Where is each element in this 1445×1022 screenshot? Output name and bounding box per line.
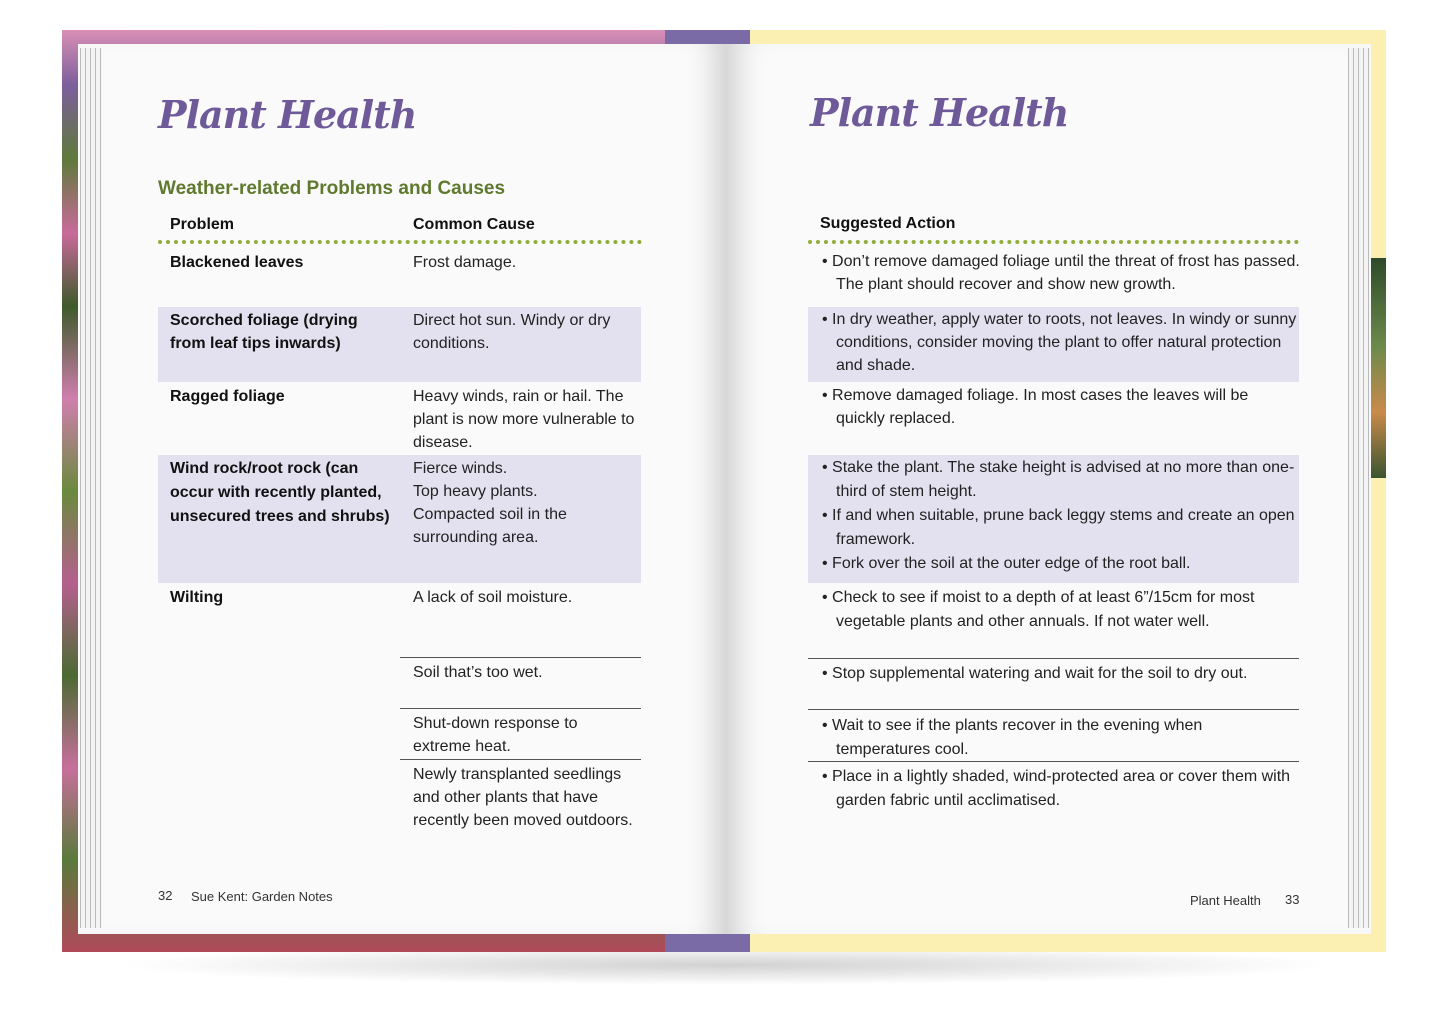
action-text: Check to see if moist to a depth of at least 6”/15cm for most vegetable plants and other annuals. If not water well. bbox=[832, 589, 1255, 630]
column-header-cause: Common Cause bbox=[413, 216, 535, 233]
header-divider bbox=[808, 240, 1299, 244]
row-divider bbox=[400, 657, 641, 658]
cause-cell: Shut-down response to extreme heat. bbox=[413, 715, 578, 755]
row-divider bbox=[400, 708, 641, 709]
action-text: Wait to see if the plants recover in the evening when temperatures cool. bbox=[832, 717, 1203, 758]
action-item: • Fork over the soil at the outer edge of the root ball. bbox=[822, 555, 1191, 572]
action-item: • If and when suitable, prune back leggy stems and create an open framework. bbox=[822, 507, 1295, 548]
row-divider bbox=[808, 761, 1299, 762]
action-item: • Stake the plant. The stake height is advised at no more than one-third of stem height. bbox=[822, 459, 1295, 500]
action-item: • Stop supplemental watering and wait for the soil to dry out. bbox=[822, 665, 1248, 682]
running-footer: Sue Kent: Garden Notes bbox=[191, 889, 333, 904]
action-item: • In dry weather, apply water to roots, not leaves. In windy or sunny conditions, consider moving the plant to offer natural protection and shade. bbox=[822, 311, 1297, 374]
page-edges-right bbox=[1348, 48, 1370, 928]
page-number: 33 bbox=[1285, 892, 1300, 907]
cause-cell: Soil that’s too wet. bbox=[413, 664, 543, 681]
column-header-action: Suggested Action bbox=[820, 215, 956, 232]
column-header-problem: Problem bbox=[170, 216, 235, 233]
cause-cell: Newly transplanted seedlings and other plants that have recently been moved outdoors. bbox=[413, 766, 633, 829]
action-text: Stake the plant. The stake height is advised at no more than one-third of stem height. bbox=[832, 459, 1295, 500]
problem-cell: Blackened leaves bbox=[170, 254, 304, 271]
cause-cell: A lack of soil moisture. bbox=[413, 589, 573, 606]
action-item: • Check to see if moist to a depth of at least 6”/15cm for most vegetable plants and other annuals. If not water well. bbox=[822, 589, 1255, 630]
action-text: Remove damaged foliage. In most cases the leaves will be quickly replaced. bbox=[832, 387, 1249, 427]
problem-cell: Ragged foliage bbox=[170, 388, 285, 405]
page-edges-left bbox=[80, 48, 102, 928]
page-title: Plant Health bbox=[158, 92, 417, 137]
cause-cell: Frost damage. bbox=[413, 254, 517, 271]
action-item: • Place in a lightly shaded, wind-protected area or cover them with garden fabric until acclimatised. bbox=[822, 768, 1291, 809]
problem-cell: Scorched foliage (drying from leaf tips inwards) bbox=[170, 312, 358, 352]
problem-cell: Wilting bbox=[170, 589, 224, 606]
action-item: • Remove damaged foliage. In most cases the leaves will be quickly replaced. bbox=[822, 387, 1249, 427]
action-item: • Wait to see if the plants recover in the evening when temperatures cool. bbox=[822, 717, 1203, 758]
page-title: Plant Health bbox=[810, 90, 1069, 135]
page-number: 32 bbox=[158, 888, 173, 903]
cause-cell: Heavy winds, rain or hail. The plant is now more vulnerable to disease. bbox=[413, 388, 635, 451]
action-text: In dry weather, apply water to roots, not leaves. In windy or sunny conditions, consider moving the plant to offer natural protection and shade. bbox=[832, 311, 1297, 374]
action-text: Fork over the soil at the outer edge of the root ball. bbox=[832, 555, 1191, 572]
cause-cell: Direct hot sun. Windy or dry conditions. bbox=[413, 312, 611, 352]
action-text: If and when suitable, prune back leggy stems and create an open framework. bbox=[832, 507, 1295, 548]
header-divider bbox=[158, 240, 642, 244]
problem-cell: Wind rock/root rock (can occur with recently planted, unsecured trees and shrubs) bbox=[170, 460, 390, 525]
action-text: Stop supplemental watering and wait for the soil to dry out. bbox=[832, 665, 1248, 682]
cause-cell: Fierce winds. Top heavy plants. Compacted soil in the surrounding area. bbox=[413, 460, 567, 546]
action-text: Place in a lightly shaded, wind-protected area or cover them with garden fabric until acclimatised. bbox=[832, 768, 1291, 809]
action-item: • Don’t remove damaged foliage until the threat of frost has passed. The plant should recover and show new growth. bbox=[822, 253, 1300, 293]
action-text: Don’t remove damaged foliage until the threat of frost has passed. The plant should recover and show new growth. bbox=[832, 253, 1300, 293]
running-footer: Plant Health bbox=[1190, 893, 1261, 908]
row-divider bbox=[808, 709, 1299, 710]
row-divider bbox=[808, 658, 1299, 659]
table-subtitle: Weather-related Problems and Causes bbox=[158, 178, 506, 199]
row-divider bbox=[400, 759, 641, 760]
